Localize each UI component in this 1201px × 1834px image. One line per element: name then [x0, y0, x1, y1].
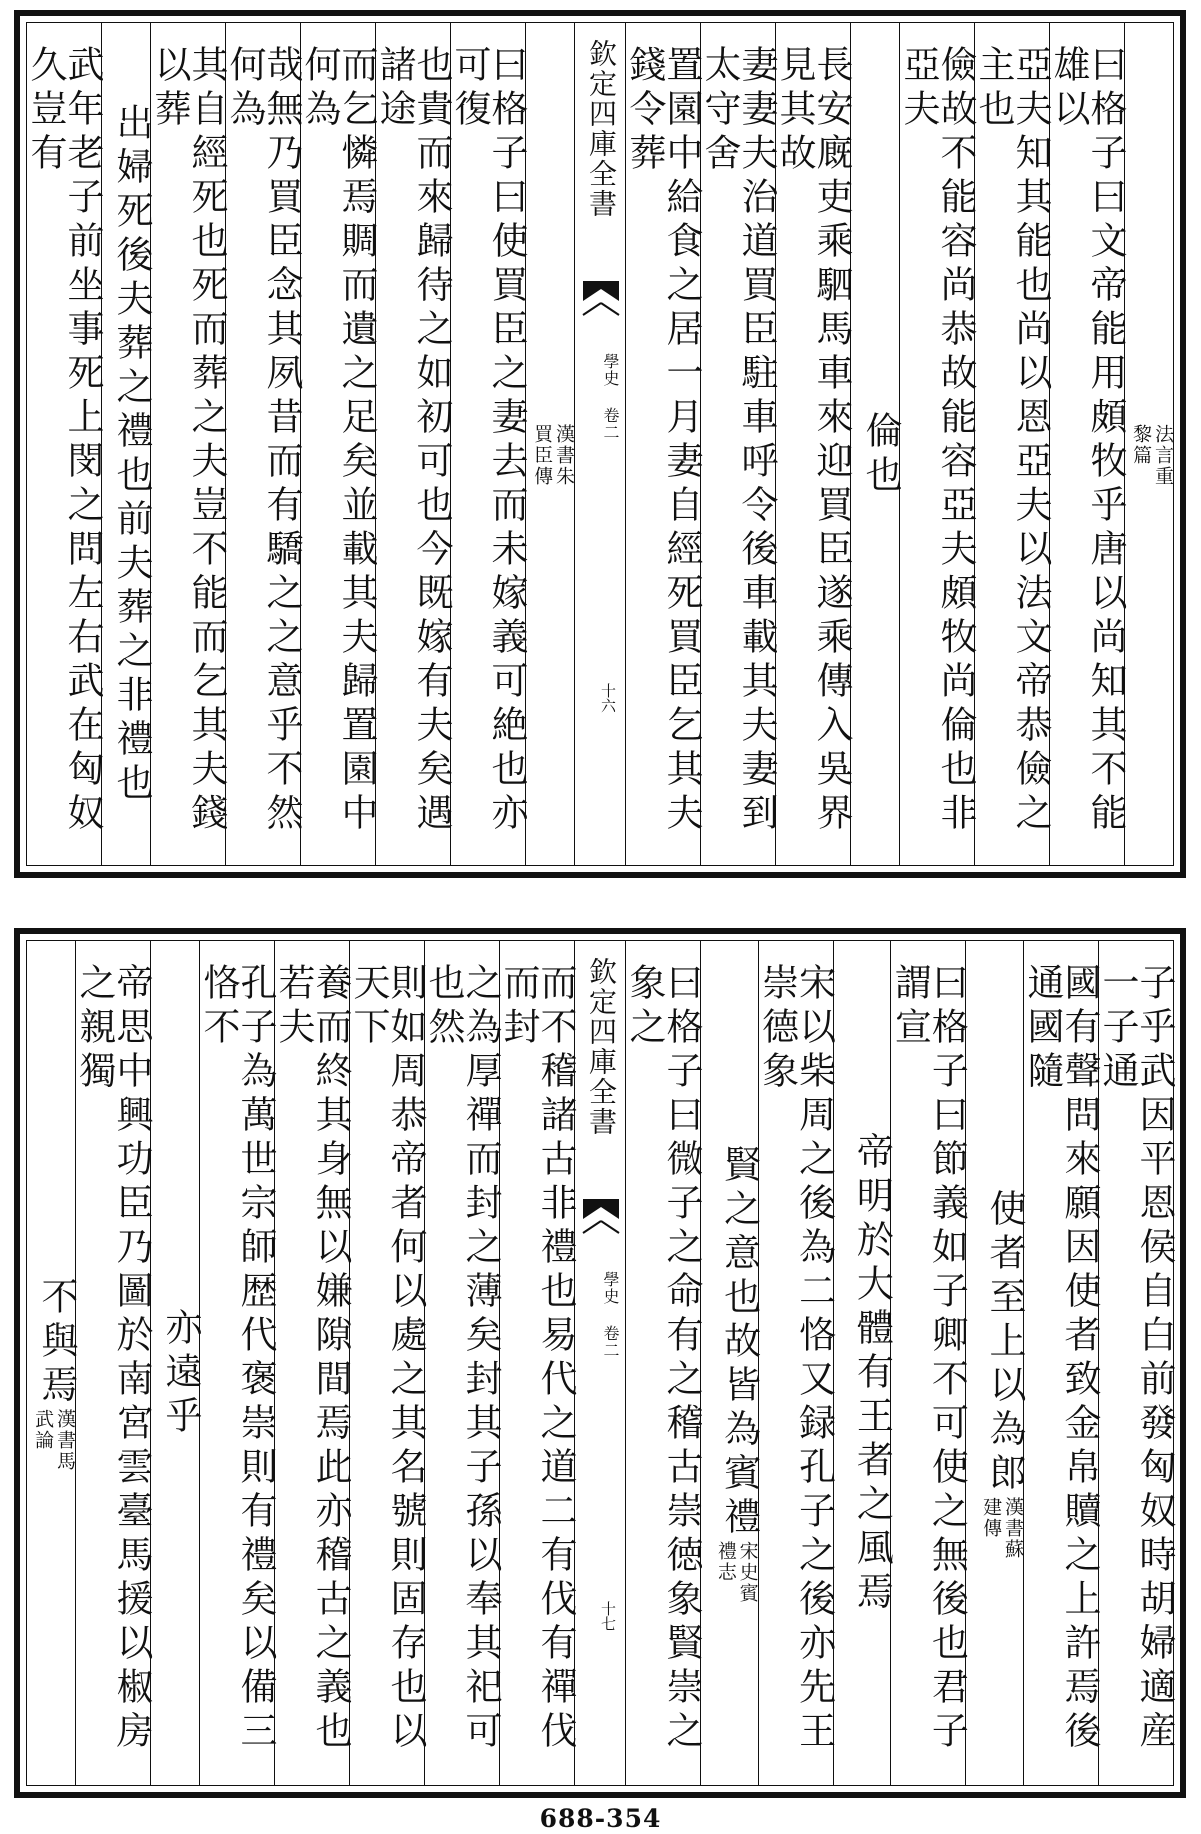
text-column — [773, 23, 853, 865]
bottom-page — [14, 928, 1186, 1798]
column-text: 儉故不能容尚恭故能容亞夫頗牧尚倫也非亞夫 — [897, 45, 977, 837]
text-column — [698, 23, 778, 865]
text-column — [448, 23, 528, 865]
text-column — [27, 941, 78, 1785]
source-note-line: 黎篇 — [1130, 423, 1153, 466]
bottom-spine-title: 欽定四庫全書 — [585, 957, 618, 1137]
text-column — [965, 941, 1026, 1785]
column-text: 妻妻夫治道買臣駐車呼令後車載其夫妻到太守舍 — [698, 45, 778, 837]
column-text: 子乎武因平恩侯自白前發匈奴時胡婦適産一子通 — [1096, 963, 1176, 1755]
top-left-half — [24, 23, 575, 865]
bottom-spine-folio: 十七 — [599, 1601, 617, 1631]
text-column — [148, 23, 228, 865]
column-text: 國有聲問來願因使者致金帛贖之上許焉後通國隨 — [1021, 963, 1101, 1755]
column-text: 帝明於大體有王者之風焉 — [850, 1132, 894, 1616]
page-number: 688-354 — [539, 1804, 662, 1833]
text-column — [373, 23, 453, 865]
text-column — [347, 941, 427, 1785]
text-column — [101, 23, 153, 865]
source-note-line: 禮志 — [714, 1540, 737, 1583]
column-text: 曰格子曰節義如子卿不可使之無後也君子謂宣 — [888, 963, 969, 1755]
text-column — [298, 23, 378, 865]
bottom-spine — [574, 941, 626, 1785]
source-note-line: 宋史賓 — [736, 1540, 759, 1604]
column-text: 而不稽諸古非禮也易代之道二有伐有禪伐而封 — [497, 963, 577, 1755]
column-text: 武年老子前坐事死上閔之問左右武在匈奴久豈有 — [24, 45, 104, 837]
top-spine-sub-2: 卷二 — [601, 407, 620, 441]
column-text: 養而終其身無以嫌隙間焉此亦稽古之義也若夫 — [272, 963, 352, 1755]
top-page-frame — [26, 22, 1174, 866]
bottom-spine-sub-2: 卷二 — [601, 1325, 620, 1359]
source-note-line: 武論 — [32, 1408, 55, 1451]
text-column — [197, 941, 277, 1785]
top-spine — [574, 23, 626, 865]
text-column — [497, 941, 577, 1785]
text-column — [422, 941, 502, 1785]
column-text: 不與焉 — [35, 1276, 78, 1409]
column-text: 亞夫知其能也尚以恩亞夫以法文帝恭儉之主也 — [972, 45, 1052, 837]
bottom-spine-sub — [581, 1271, 619, 1359]
column-text: 出婦死後夫葬之禮也前夫葬之非禮也 — [110, 103, 153, 807]
column-text: 曰格子曰微子之命有之稽古崇徳象賢崇之象之 — [622, 963, 703, 1755]
text-column — [755, 941, 836, 1785]
column-text: 宋以柴周之後為二恪又録孔子之後亦先王崇德象 — [755, 963, 836, 1755]
fish-tail-ornament — [583, 1199, 619, 1253]
source-note — [530, 424, 574, 487]
column-text: 其自經死也死而葬之夫豈不能而乞其夫錢以葬 — [148, 45, 228, 837]
column-text: 曰格子曰文帝能用頗牧乎唐以尚知其不能雄以 — [1047, 45, 1127, 837]
text-column — [700, 941, 761, 1785]
column-text: 倫也 — [859, 411, 902, 499]
column-text: 則如周恭帝者何以處之其名號則固存也以天下 — [347, 963, 427, 1755]
bottom-spine-sub-1: 學史 — [601, 1271, 620, 1305]
source-note-line: 漢書蘇 — [1002, 1496, 1024, 1560]
fish-tail-ornament — [583, 281, 619, 335]
text-column — [73, 941, 153, 1785]
text-column — [1096, 941, 1176, 1785]
source-note-line: 建傳 — [980, 1496, 1003, 1539]
source-note — [714, 1541, 758, 1604]
top-page — [14, 10, 1186, 878]
column-text: 也貴而來歸待之如初可也今既嫁有夫矣遇諸途 — [373, 45, 453, 837]
text-column — [1047, 23, 1127, 865]
top-spine-sub — [581, 353, 619, 441]
text-column — [972, 23, 1052, 865]
text-column — [24, 23, 104, 865]
text-column — [525, 23, 574, 865]
column-text: 置園中給食之居一月妻自經死買臣乞其夫錢令葬 — [623, 45, 703, 837]
text-column — [150, 941, 202, 1785]
top-spine-folio: 十六 — [599, 683, 617, 713]
column-text: 使者至上以為郎 — [983, 1188, 1026, 1497]
column-text: 賢之意也故皆為賓禮 — [717, 1144, 761, 1541]
text-column — [897, 23, 977, 865]
source-note — [31, 1409, 75, 1472]
source-note — [1129, 424, 1173, 487]
bottom-page-frame — [26, 940, 1174, 1786]
source-note-line: 買臣傳 — [531, 423, 554, 487]
text-column — [622, 941, 703, 1785]
bottom-left-half — [27, 941, 577, 1785]
top-spine-sub-1: 學史 — [601, 353, 620, 387]
text-column — [1124, 23, 1173, 865]
text-column — [1021, 941, 1101, 1785]
bottom-right-half — [622, 941, 1176, 1785]
text-column — [623, 23, 703, 865]
source-note-line: 法言重 — [1152, 423, 1174, 487]
source-note — [979, 1497, 1023, 1560]
column-text: 哉無乃買臣念其夙昔而有驕之之意乎不然何為 — [223, 45, 303, 837]
top-right-half — [623, 23, 1174, 865]
column-text: 亦遠乎 — [159, 1308, 202, 1440]
source-note-line: 漢書馬 — [54, 1408, 76, 1472]
text-column — [272, 941, 352, 1785]
column-text: 長安廐吏乘駟馬車來迎買臣遂乘傳入吳界見其故 — [773, 45, 853, 837]
text-column — [850, 23, 902, 865]
column-text: 孔子為萬世宗師歴代褒崇則有禮矣以備三恪不 — [197, 963, 277, 1755]
text-column — [223, 23, 303, 865]
column-text: 而乞憐焉賙而遺之足矣並載其夫歸置園中何為 — [298, 45, 378, 837]
source-note-line: 漢書朱 — [553, 423, 575, 487]
column-text: 帝思中興功臣乃圖於南宮雲臺馬援以椒房之親獨 — [73, 963, 153, 1755]
text-column — [888, 941, 969, 1785]
column-text: 之為厚禪而封之薄矣封其子孫以奉其祀可也然 — [422, 963, 502, 1755]
column-text: 曰格子曰使買臣之妻去而未嫁義可絶也亦可復 — [448, 45, 528, 837]
top-spine-title: 欽定四庫全書 — [585, 39, 618, 219]
text-column — [833, 941, 894, 1785]
